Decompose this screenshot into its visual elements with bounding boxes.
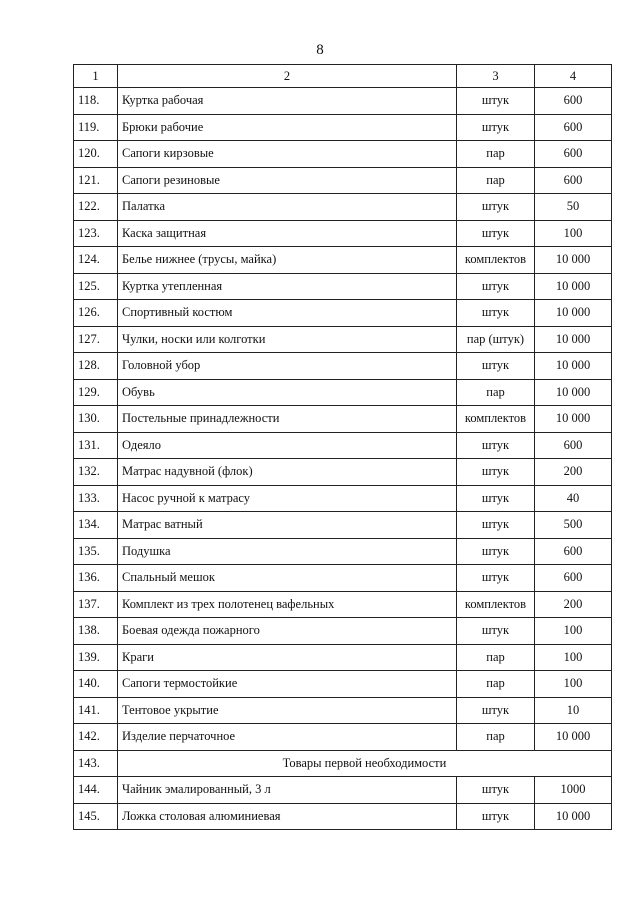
item-quantity: 10 000	[535, 326, 612, 353]
table-row	[74, 512, 612, 539]
item-quantity: 10 000	[535, 803, 612, 830]
item-unit: штук	[457, 803, 535, 830]
row-number: 134.	[74, 512, 118, 539]
item-quantity: 100	[535, 618, 612, 645]
column-header-3: 3	[457, 65, 535, 88]
goods-table	[73, 64, 612, 830]
item-quantity: 10 000	[535, 379, 612, 406]
row-number: 145.	[74, 803, 118, 830]
table-row	[74, 459, 612, 486]
row-number: 127.	[74, 326, 118, 353]
item-name: Подушка	[118, 538, 457, 565]
item-name: Тентовое укрытие	[118, 697, 457, 724]
table-row	[74, 247, 612, 274]
table-row	[74, 273, 612, 300]
section-row	[74, 750, 612, 777]
item-unit: пар	[457, 671, 535, 698]
row-number: 135.	[74, 538, 118, 565]
row-number: 144.	[74, 777, 118, 804]
row-number: 133.	[74, 485, 118, 512]
item-name: Комплект из трех полотенец вафельных	[118, 591, 457, 618]
item-quantity: 600	[535, 141, 612, 168]
row-number: 131.	[74, 432, 118, 459]
item-quantity: 100	[535, 671, 612, 698]
item-quantity: 10 000	[535, 724, 612, 751]
table-row	[74, 724, 612, 751]
row-number: 122.	[74, 194, 118, 221]
item-unit: штук	[457, 194, 535, 221]
table-row	[74, 565, 612, 592]
item-unit: штук	[457, 618, 535, 645]
item-name: Сапоги кирзовые	[118, 141, 457, 168]
row-number: 143.	[74, 750, 118, 777]
item-quantity: 600	[535, 167, 612, 194]
item-name: Матрас ватный	[118, 512, 457, 539]
item-unit: пар	[457, 724, 535, 751]
item-name: Сапоги термостойкие	[118, 671, 457, 698]
item-name: Головной убор	[118, 353, 457, 380]
row-number: 121.	[74, 167, 118, 194]
page-number: 8	[316, 42, 324, 58]
row-number: 126.	[74, 300, 118, 327]
item-quantity: 50	[535, 194, 612, 221]
item-quantity: 10 000	[535, 273, 612, 300]
row-number: 138.	[74, 618, 118, 645]
row-number: 142.	[74, 724, 118, 751]
item-unit: штук	[457, 485, 535, 512]
item-unit: комплектов	[457, 406, 535, 433]
table-row	[74, 114, 612, 141]
item-unit: штук	[457, 538, 535, 565]
item-name: Обувь	[118, 379, 457, 406]
item-name: Палатка	[118, 194, 457, 221]
item-name: Постельные принадлежности	[118, 406, 457, 433]
table-header-row	[74, 65, 612, 88]
table-row	[74, 777, 612, 804]
row-number: 125.	[74, 273, 118, 300]
item-unit: пар	[457, 379, 535, 406]
table-row	[74, 538, 612, 565]
item-quantity: 600	[535, 565, 612, 592]
table-row	[74, 591, 612, 618]
item-unit: штук	[457, 114, 535, 141]
item-name: Насос ручной к матрасу	[118, 485, 457, 512]
item-quantity: 100	[535, 644, 612, 671]
item-quantity: 600	[535, 432, 612, 459]
item-name: Матрас надувной (флок)	[118, 459, 457, 486]
item-unit: штук	[457, 432, 535, 459]
item-unit: комплектов	[457, 591, 535, 618]
row-number: 130.	[74, 406, 118, 433]
item-unit: штук	[457, 300, 535, 327]
row-number: 128.	[74, 353, 118, 380]
item-unit: штук	[457, 459, 535, 486]
table-row	[74, 379, 612, 406]
item-unit: пар	[457, 167, 535, 194]
row-number: 129.	[74, 379, 118, 406]
table-row	[74, 671, 612, 698]
column-header-2: 2	[118, 65, 457, 88]
item-unit: штук	[457, 88, 535, 115]
table-row	[74, 194, 612, 221]
table-row	[74, 485, 612, 512]
row-number: 123.	[74, 220, 118, 247]
table-row	[74, 326, 612, 353]
row-number: 140.	[74, 671, 118, 698]
row-number: 118.	[74, 88, 118, 115]
column-header-1: 1	[74, 65, 118, 88]
item-name: Боевая одежда пожарного	[118, 618, 457, 645]
item-quantity: 10 000	[535, 247, 612, 274]
item-unit: комплектов	[457, 247, 535, 274]
item-quantity: 10 000	[535, 406, 612, 433]
item-name: Краги	[118, 644, 457, 671]
table-row	[74, 353, 612, 380]
item-quantity: 600	[535, 88, 612, 115]
table-row	[74, 406, 612, 433]
table-row	[74, 644, 612, 671]
item-name: Брюки рабочие	[118, 114, 457, 141]
table-row	[74, 220, 612, 247]
row-number: 132.	[74, 459, 118, 486]
column-header-4: 4	[535, 65, 612, 88]
item-unit: пар	[457, 141, 535, 168]
item-name: Куртка утепленная	[118, 273, 457, 300]
item-name: Ложка столовая алюминиевая	[118, 803, 457, 830]
item-unit: штук	[457, 220, 535, 247]
row-number: 139.	[74, 644, 118, 671]
item-name: Чайник эмалированный, 3 л	[118, 777, 457, 804]
table-row	[74, 803, 612, 830]
item-name: Сапоги резиновые	[118, 167, 457, 194]
item-name: Спортивный костюм	[118, 300, 457, 327]
item-name: Каска защитная	[118, 220, 457, 247]
section-title: Товары первой необходимости	[118, 750, 612, 777]
item-name: Одеяло	[118, 432, 457, 459]
item-name: Куртка рабочая	[118, 88, 457, 115]
item-unit: штук	[457, 697, 535, 724]
row-number: 120.	[74, 141, 118, 168]
item-unit: штук	[457, 353, 535, 380]
item-unit: штук	[457, 512, 535, 539]
row-number: 141.	[74, 697, 118, 724]
row-number: 137.	[74, 591, 118, 618]
table-row	[74, 697, 612, 724]
item-name: Чулки, носки или колготки	[118, 326, 457, 353]
table-row	[74, 141, 612, 168]
item-quantity: 200	[535, 459, 612, 486]
item-quantity: 600	[535, 538, 612, 565]
item-unit: пар (штук)	[457, 326, 535, 353]
item-quantity: 10 000	[535, 353, 612, 380]
table-row	[74, 88, 612, 115]
item-name: Спальный мешок	[118, 565, 457, 592]
row-number: 119.	[74, 114, 118, 141]
item-unit: штук	[457, 273, 535, 300]
item-unit: штук	[457, 777, 535, 804]
item-name: Изделие перчаточное	[118, 724, 457, 751]
item-unit: штук	[457, 565, 535, 592]
item-quantity: 40	[535, 485, 612, 512]
table-row	[74, 167, 612, 194]
table-row	[74, 300, 612, 327]
table-row	[74, 618, 612, 645]
item-unit: пар	[457, 644, 535, 671]
item-quantity: 600	[535, 114, 612, 141]
row-number: 136.	[74, 565, 118, 592]
item-quantity: 100	[535, 220, 612, 247]
row-number: 124.	[74, 247, 118, 274]
table-body	[74, 65, 612, 830]
item-quantity: 1000	[535, 777, 612, 804]
item-name: Белье нижнее (трусы, майка)	[118, 247, 457, 274]
item-quantity: 500	[535, 512, 612, 539]
item-quantity: 10	[535, 697, 612, 724]
item-quantity: 200	[535, 591, 612, 618]
item-quantity: 10 000	[535, 300, 612, 327]
table-row	[74, 432, 612, 459]
